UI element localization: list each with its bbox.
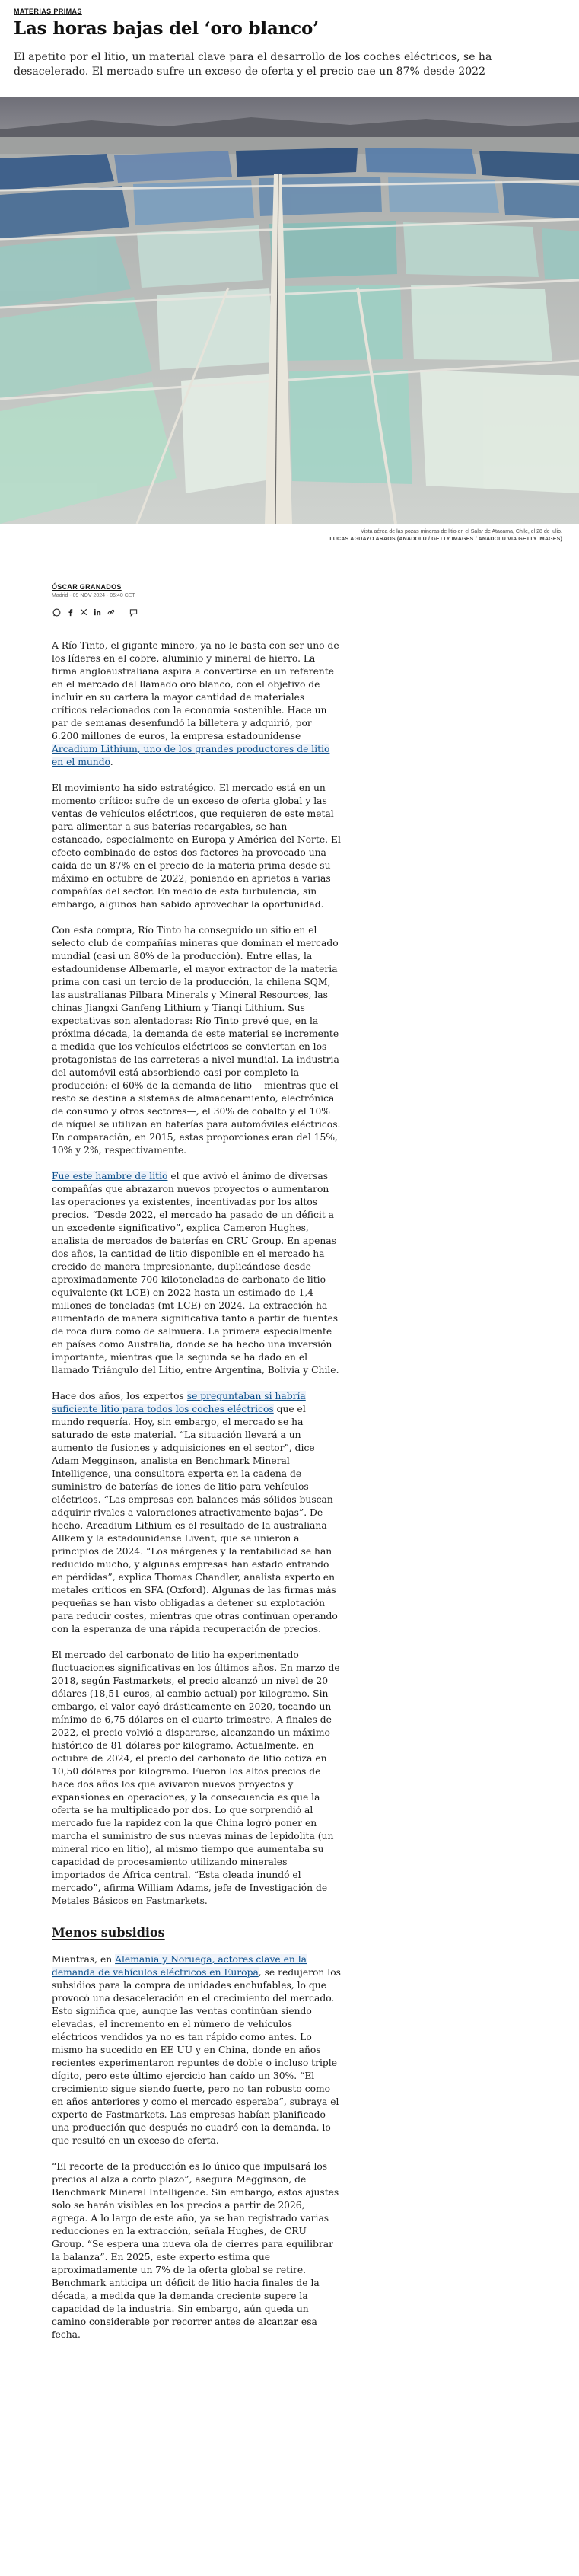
arcadium-link[interactable]: Arcadium Lithium, uno de los grandes productores de litio en el mundo	[52, 744, 330, 767]
paragraph: “El recorte de la producción es lo único que impulsará los precios al alza a corto plazo”, asegura Megginson, de Benchmark Mineral Intelligence. Sin embargo, estos ajustes solo se harán visibles en los precios a partir de 2026, agrega. A lo largo de este año, ya se han registrado varias reducciones en la extracción, señala Hughes, de CRU Group. “Se espera una nueva ola de cierres para equilibrar la balanza”. En 2025, este experto estima que aproximadamente un 7% de la oferta global se retire. Benchmark anticipa un déficit de litio hacia finales de la década, a medida que la demanda creciente supere la capacidad de la industria. Sin embargo, aún queda un camino considerable por recorrer antes de alcanzar esa fecha.	[52, 2161, 339, 2340]
x-icon[interactable]	[79, 607, 88, 617]
author-name[interactable]: ÓSCAR GRANADOS	[52, 583, 122, 591]
caption-text: Vista aérea de las pozas mineras de litio en el Salar de Atacama, Chile, el 28 de julio.	[361, 529, 562, 534]
standfirst: El apetito por el litio, un material clave para el desarrollo de los coches eléctricos, se ha desacelerado. El mercado sufre un exceso de oferta y el precio cae un 87% desde 2022	[14, 51, 492, 78]
paragraph-text: que el mundo requería. Hoy, sin embargo, el mercado se ha saturado de este material. “La situación llevará a un aumento de fusiones y adquisiciones en el sector”, dice Adam Megginson, analista en Benchmark Mineral Intelligence, una consultora experta en la cadena de suministro de baterías de iones de litio para vehículos eléctricos. “Las empresas con balances más sólidos buscan adquirir rivales a valoraciones atractivamente bajas”. De hecho, Arcadium Lithium es el resultado de la australiana Allkem y la estadounidense Livent, que se unieron a principios de 2024. “Los márgenes y la rentabilidad se han reducido mucho, y algunas empresas han estado entrando en pérdidas”, explica Thomas Chandler, analista experto en metales críticos en SFA (Oxford). Algunas de las firmas más pequeñas se han visto obligadas a detener su explotación para reducir costes, mientras que otras continúan operando con la esperanza de una rápida recuperación de precios.	[52, 1404, 338, 1634]
comments-icon[interactable]	[129, 607, 138, 617]
linkedin-icon[interactable]	[93, 607, 102, 617]
photo-credit: LUCAS AGUAYO ARAOS (ANADOLU / GETTY IMAGES / ANADOLU VIA GETTY IMAGES)	[329, 537, 562, 542]
subheading: Menos subsidios	[52, 1925, 165, 1940]
suficiente-litio-link[interactable]: se preguntaban si habría suficiente litio para todos los coches eléctricos	[52, 1391, 306, 1414]
paragraph-text: .	[110, 757, 113, 767]
paragraph: El mercado del carbonato de litio ha experimentado fluctuaciones significativas en los últimos años. En marzo de 2018, según Fastmarkets, el precio alcanzó un nivel de 20 dólares (18,51 euros, al cambio actual) por kilogramo. Sin embargo, el valor cayó drásticamente en 2020, tocando un mínimo de 6,75 dólares en el cuarto trimestre. A finales de 2022, el precio volvió a dispararse, alcanzando un máximo histórico de 81 dólares por kilogramo. Actualmente, en octubre de 2024, el precio del carbonato de litio cotiza en 10,50 dólares por kilogramo. Fueron los altos precios de hace dos años los que avivaron nuevos proyectos y expansiones en operaciones, y la consecuencia es que la oferta se ha multiplicado por dos. Lo que sorprendió al mercado fue la rapidez con la que China logró poner en marcha el suministro de sus nuevas minas de lepidolita (un mineral rico en litio), al mismo tiempo que aumentaba su capacidad de procesamiento utilizando minerales importados de África central. “Esta oleada inundó el mercado”, afirma William Adams, jefe de Investigación de Metales Básicos en Fastmarkets.	[52, 1650, 340, 1906]
article-body	[52, 639, 341, 2576]
paragraph	[52, 1390, 341, 1636]
salt-flat-aerial-image	[0, 97, 579, 524]
whatsapp-icon[interactable]	[52, 607, 61, 617]
right-rail	[361, 639, 543, 2576]
paragraph	[52, 1953, 341, 2147]
paragraph: Con esta compra, Río Tinto ha conseguido un sitio en el selecto club de compañías mineras que dominan el mercado mundial (casi un 80% de la producción). Entre ellas, la estadounidense Albemarle, el mayor extractor de la materia prima con casi un tercio de la producción, la chilena SQM, las australianas Pilbara Minerals y Mineral Resources, las chinas Jiangxi Ganfeng Lithium y Tianqi Lithium. Sus expectativas son alentadoras: Río Tinto prevé que, en la próxima década, la demanda de este material se incremente a medida que los vehículos eléctricos se conviertan en los protagonistas de las carreteras a nivel mundial. La industria del automóvil está absorbiendo casi por completo la producción: el 60% de la demanda de litio —mientras que el resto se destina a sistemas de almacenamiento, electrónica de consumo y otros sectores—, el 30% de cobalto y el 10% de níquel se utilizan en baterías para automóviles eléctricos. En comparación, en 2015, estas proporciones eran del 15%, 10% y 2%, respectivamente.	[52, 925, 341, 1156]
share-bar	[52, 607, 579, 617]
hambre-de-litio-link[interactable]: Fue este hambre de litio	[52, 1171, 168, 1181]
paragraph	[52, 639, 341, 769]
paragraph-text: , se redujeron los subsidios para la compra de unidades enchufables, lo que provocó una desaceleración en el crecimiento del mercado. Esto significa que, aunque las ventas continúan siendo elevadas, el incremento en el número de vehículos eléctricos vendidos ya no es tan rápido como antes. Lo mismo ha sucedido en EE UU y en China, donde en años recientes experimentaron repuntes de doble o incluso triple dígito, pero este último ejercicio han caído un 30%. “El crecimiento sigue siendo fuerte, pero no tan robusto como en años anteriores y como el mercado esperaba”, subraya el experto de Fastmarkets. Las empresas habían planificado una producción que después no cuadró con la demanda, lo que resultó en un exceso de oferta.	[52, 1967, 341, 2146]
hero-photo	[0, 97, 579, 524]
article-header	[0, 0, 579, 79]
paragraph-text: A Río Tinto, el gigante minero, ya no le basta con ser uno de los líderes en el cobre, aluminio y mineral de hierro. La firma angloaustraliana aspira a convertirse en un referente en el mercado del llamado oro blanco, con el objetivo de incluir en su cartera la mayor cantidad de materiales críticos relacionados con la economía sostenible. Hace un par de semanas desenfundó la billetera y adquirió, por 6.200 millones de euros, la empresa estadounidense	[52, 640, 339, 741]
headline: Las horas bajas del ‘oro blanco’	[14, 18, 319, 39]
copy-link-icon[interactable]	[107, 607, 116, 617]
paragraph-text: Mientras, en	[52, 1954, 116, 1965]
publish-date: Madrid - 09 NOV 2024 - 05:40 CET	[52, 593, 135, 598]
paragraph: El movimiento ha sido estratégico. El mercado está en un momento crítico: sufre de un exceso de oferta global y las ventas de vehículos eléctricos, que requieren de este metal para alimentar a sus baterías recargables, se han estancado, especialmente en Europa y América del Norte. El efecto combinado de estos dos factores ha provocado una caída de un 87% en el precio de la materia prima desde su máximo en octubre de 2022, poniendo en aprietos a varias compañías del sector. En medio de esta turbulencia, sin embargo, algunos han sabido aprovechar la oportunidad.	[52, 783, 341, 910]
paragraph-text: Hace dos años, los expertos	[52, 1391, 187, 1401]
alemania-noruega-link[interactable]: Alemania y Noruega, actores clave en la demanda de vehículos eléctricos en Europa	[52, 1954, 307, 1978]
paragraph-text: el que avivó el ánimo de diversas compañías que abrazaron nuevos proyectos o aumentaron las operaciones ya existentes, incentivadas por los altos precios. “Desde 2022, el mercado ha pasado de un déficit a un excedente significativo”, explica Cameron Hughes, analista de mercados de baterías en CRU Group. En apenas dos años, la cantidad de litio disponible en el mercado ha crecido de manera impresionante, duplicándose desde aproximadamente 700 kilotoneladas de carbonato de litio equivalente (kt LCE) en 2022 hasta un estimado de 1,4 millones de toneladas (mt LCE) en 2024. La extracción ha aumentado de manera significativa tanto a partir de fuentes de roca dura como de salmuera. La primera especialmente en países como Australia, donde se ha hecho una inversión importante, mientras que la segunda se ha dado en el llamado Triángulo del Litio, entre Argentina, Bolivia y Chile.	[52, 1171, 339, 1376]
paragraph	[52, 1170, 341, 1377]
byline	[52, 583, 579, 617]
facebook-icon[interactable]	[65, 607, 75, 617]
content-layout	[0, 639, 579, 2576]
photo-caption	[0, 524, 579, 544]
section-kicker[interactable]: MATERIAS PRIMAS	[14, 8, 82, 15]
